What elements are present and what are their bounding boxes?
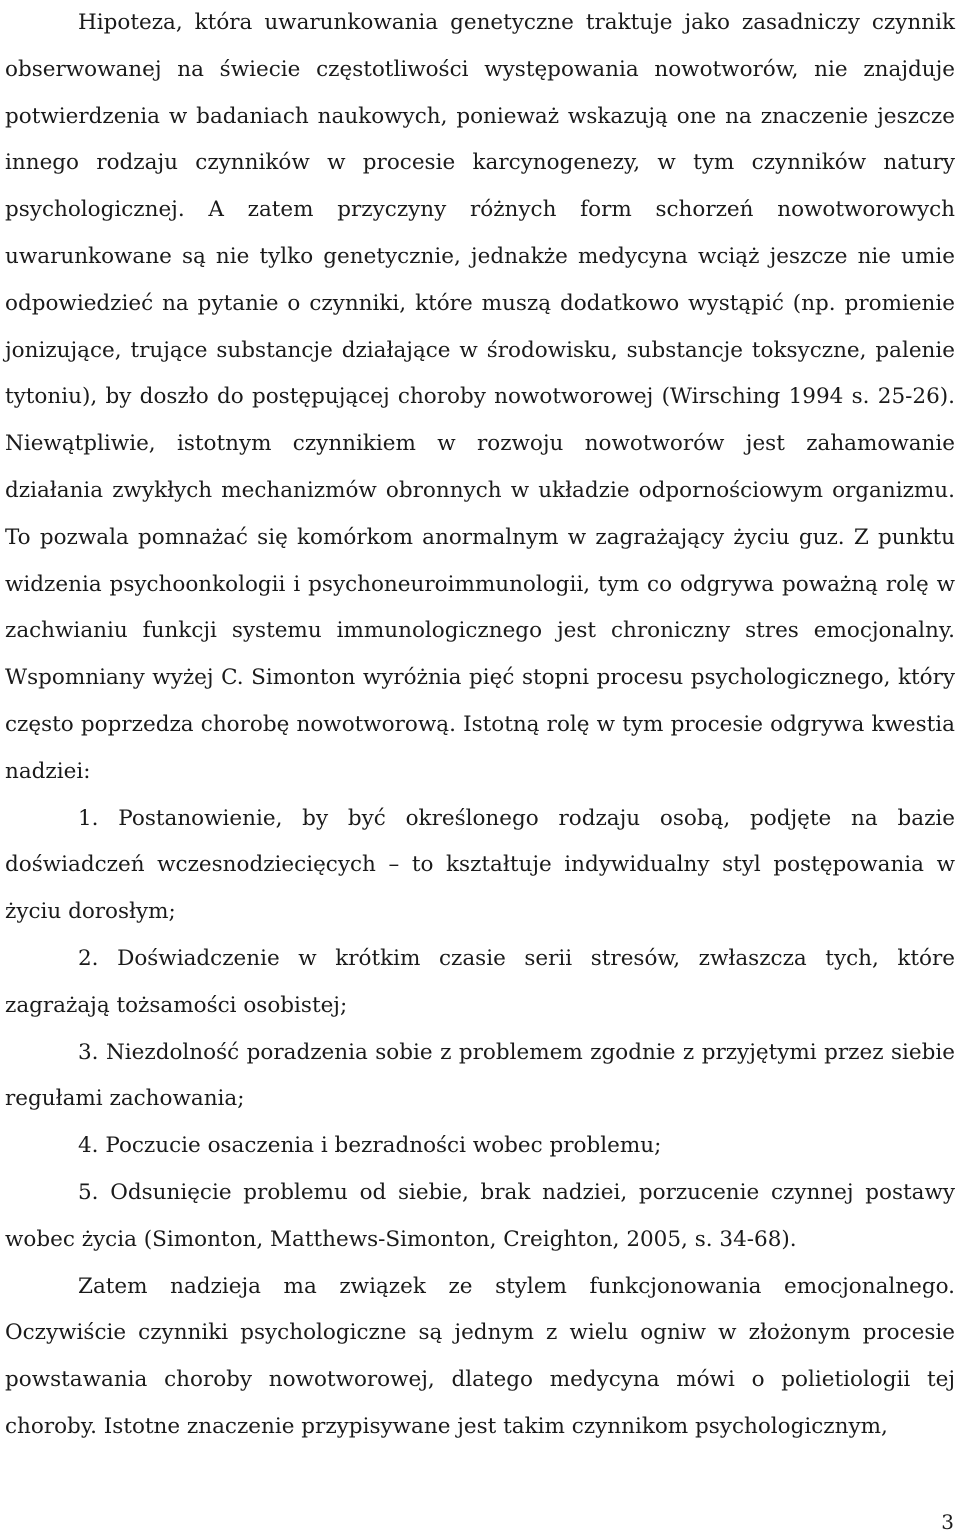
document-body	[5, 0, 955, 1451]
list-item-3: 3. Niezdolność poradzenia sobie z problemem zgodnie z przyjętymi przez siebie regułami zachowania;	[5, 1039, 955, 1112]
paragraph-hypothesis: Hipoteza, która uwarunkowania genetyczne traktuje jako zasadniczy czynnik obserwowanej na świecie częstotliwości występowania nowotworów, nie znajduje potwierdzenia w badaniach naukowych, ponieważ wskazują one na znaczenie jeszcze innego rodzaju czynników w procesie karcynogenezy, w tym czynników natury psychologicznej. A zatem przyczyny różnych form schorzeń nowotworowych uwarunkowane są nie tylko genetycznie, jednakże medycyna wciąż jeszcze nie umie odpowiedzieć na pytanie o czynniki, które muszą dodatkowo wystąpić (np. promienie jonizujące, trujące substancje działające w środowisku, substancje toksyczne, palenie tytoniu), by doszło do postępującej choroby nowotworowej (Wirsching 1994 s. 25-26). Niewątpliwie, istotnym czynnikiem w rozwoju nowotworów jest zahamowanie działania zwykłych mechanizmów obronnych w układzie odpornościowym organizmu. To pozwala pomnażać się komórkom anormalnym w zagrażający życiu guz. Z punktu widzenia psychoonkologii i psychoneuroimmunologii, tym co odgrywa poważną rolę w zachwianiu funkcji systemu immunologicznego jest chroniczny stres emocjonalny. Wspomniany wyżej C. Simonton wyróżnia pięć stopni procesu psychologicznego, który często poprzedza chorobę nowotworową. Istotną rolę w tym procesie odgrywa kwestia nadziei:	[5, 10, 955, 784]
list-item-5: 5. Odsunięcie problemu od siebie, brak nadziei, porzucenie czynnej postawy wobec życia (Simonton, Matthews-Simonton, Creighton, 2005, s. 34-68).	[5, 1179, 955, 1252]
page-number: 3	[941, 1510, 954, 1534]
list-item-2: 2. Doświadczenie w krótkim czasie serii stresów, zwłaszcza tych, które zagrażają tożsamości osobistej;	[5, 945, 955, 1018]
list-item-4: 4. Poczucie osaczenia i bezradności wobec problemu;	[78, 1133, 662, 1159]
paragraph-hope: Zatem nadzieja ma związek ze stylem funkcjonowania emocjonalnego. Oczywiście czynniki psychologiczne są jednym z wielu ogniw w złożonym procesie powstawania choroby nowotworowej, dlatego medycyna mówi o polietiologii tej choroby. Istotne znaczenie przypisywane jest takim czynnikom psychologicznym,	[5, 1273, 955, 1439]
list-item-1: 1. Postanowienie, by być określonego rodzaju osobą, podjęte na bazie doświadczeń wczesnodziecięcych – to kształtuje indywidualny styl postępowania w życiu dorosłym;	[5, 805, 955, 925]
